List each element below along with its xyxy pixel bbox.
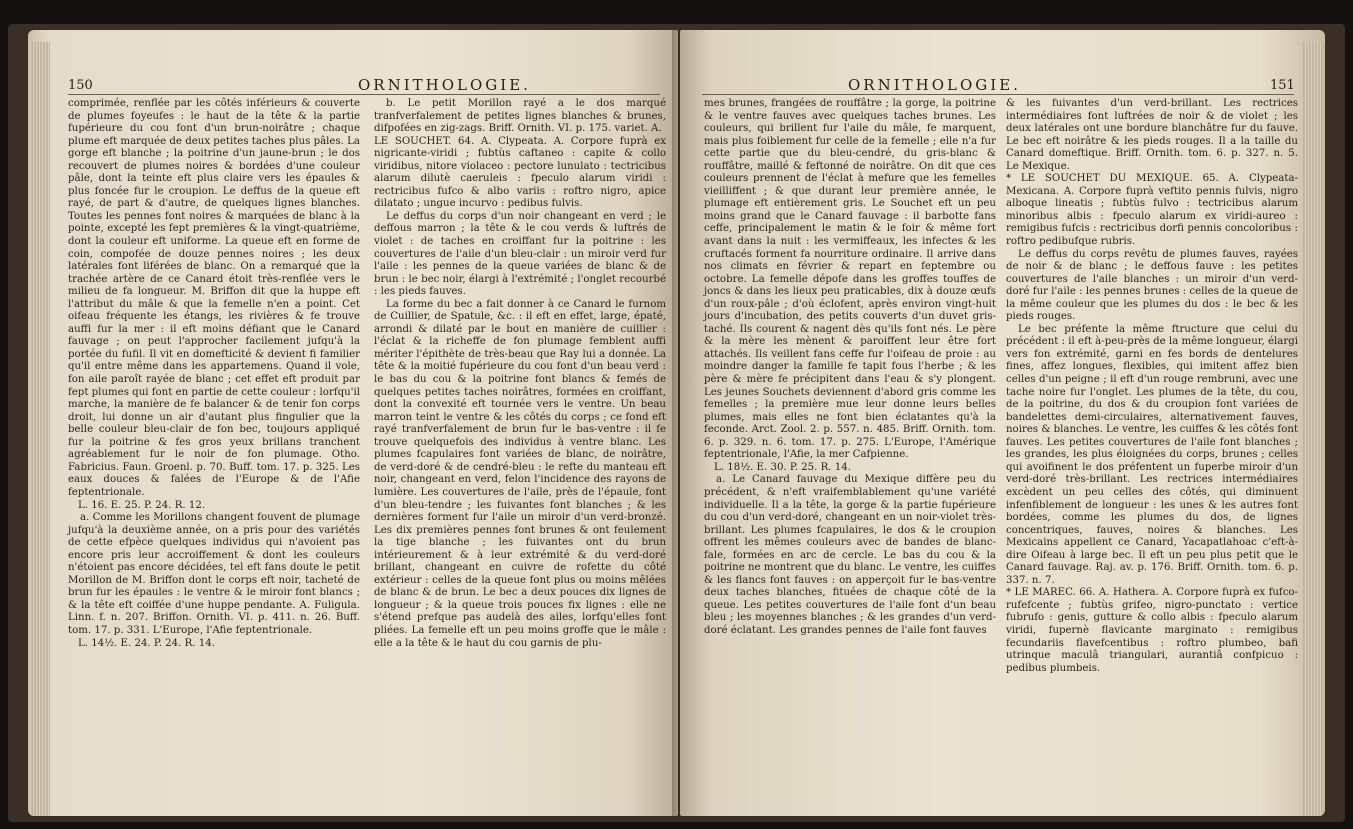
page-number-left: 150 [68,78,93,93]
species-entry: * LE MAREC. 66. A. Hathera. A. Corpore fuprà ex fufco-rufefcente ; fubtùs grifeo, nigro-punctato : vertice fubrufo : genis, gutture & collo albis : fpeculo alarum viridi, fupernè flavicante marginato : remigibus fecundariis flavefcentibus : roftro plumbeo, bafi utrinque maculâ triangulari, aurantiâ confpicuo : pedibus plumbeis. [1006,587,1298,674]
paragraph: La forme du bec a fait donner à ce Canard le furnom de Cuillier, de Spatule, &c. : il eft en effet, large, épaté, arrondi & dilaté par le bout en manière de cuillier : l'éclat & la richeffe de fon plumage femblent auffi mériter l'épithète de très-beau que Ray lui a donnée. La tête & la moitié fupérieure du cou font d'un beau verd : le bas du cou & la poitrine font blancs & femés de quelques petites taches noirâtres, formées en croiffant, dont la convexité eft tournée vers le ventre. Un beau marron teint le ventre & les côtés du corps ; ce fond eft rayé tranfverfalement de brun fur le bas-ventre : il fe trouve quelquefois des individus à ventre blanc. Les plumes fcapulaires font variées de blanc, de noirâtre, de verd-doré & de cendré-bleu : le refte du manteau eft noir, changeant en verd, felon l'incidence des rayons de lumière. Les couvertures de l'aile, près de l'épaule, font d'un bleu-tendre ; les fuivantes font blanches ; & les dernières forment fur l'aile un miroir d'un verd-bronzé. Les dix premières pennes font brunes & ont feulement la tige blanche ; les fuivantes ont du brun intérieurement & à leur extrémité & du verd-doré brillant, changeant en cuivre de rofette du côté extérieur : celles de la queue font plus ou moins mêlées de blanc & de brun. Le bec a deux pouces dix lignes de longueur ; & la queue trois pouces fix lignes : elle ne s'étend prefque pas audelà des ailes, lorfqu'elles font pliées. La femelle eft un peu moins groffe que le mâle : elle a la tête & le haut du cou garnis de plu- [374,298,666,649]
running-header-right: ORNITHOLOGIE. [848,76,1021,94]
measurements: L. 14½. E. 24. P. 24. R. 14. [78,637,215,649]
page-edges-left [30,42,50,816]
paragraph: Le deffus du corps d'un noir changeant en verd ; le deffous marron ; la tête & le cou verds & luftrés de violet : de taches en croiffant fur la poitrine : les couvertures de l'aile d'un bleu-clair : un miroir verd fur l'aile : les pennes de la queue variées de blanc & de brun : le bec noir, élargi à l'extrémité ; l'onglet recourbé : les pieds fauves. [374,210,666,298]
right-column-1 [704,98,996,638]
paragraph: b. Le petit Morillon rayé a le dos marqué tranfverfalement de petites lignes blanches & brunes, difpofées en zig-zags. Briff. Ornith. VI. p. 175. variet. A. [374,98,666,135]
paragraph: & les fuivantes d'un verd-brillant. Les rectrices intermédiaires font luftrées de noir & de violet ; les deux latérales ont une bordure blanchâtre fur du fauve. Le bec eft noirâtre & les pieds rouges. Il a la taille du Canard domeftique. Briff. Ornith. tom. 6. p. 327. n. 5. Le Mexique. [1006,98,1298,172]
right-page [680,30,1325,816]
paragraph: Le deffus du corps revêtu de plumes fauves, rayées de noir & de blanc ; le deffous fauve : les petites couvertures de l'aile blanches : un miroir d'un verd-doré fur l'aile : les pennes brunes : celles de la queue de la même couleur que les plumes du dos : le bec & les pieds rouges. [1006,248,1299,323]
left-page [28,30,678,816]
species-entry: LE SOUCHET. 64. A. Clypeata. A. Corpore fuprà ex nigricante-viridi ; fubtùs caftaneo : capite & collo viridibus, nitore violaceo : pectore lunulato : tectricibus alarum dilutè caeruleis : fpeculo alarum viridi : rectricibus fufco & albo variis : roftro nigro, apice dilatato ; ungue incurvo : pedibus fulvis. [374,135,666,210]
paragraph: comprimée, renflée par les côtés inférieurs & couverte de plumes foyeufes : le haut de la tête & la partie fupérieure du cou font d'un brun-noirâtre ; chaque plume eft marquée de deux petites taches plus pâles. La gorge eft blanche ; la poitrine d'un jaune-brun ; le dos recouvert de plumes noires & bordées d'une couleur pâle, dont la teinte eft plus claire vers les épaules & plus foncée fur le croupion. Le deffus de la queue eft rayé, de part & d'autre, de quelques lignes blanches. Toutes les pennes font noires & marquées de blanc à la pointe, excepté les fept premières & la vingt-quatrième, dont la couleur eft uniforme. La queue eft en forme de coin, compofée de douze pennes noires ; les deux latérales font liférées de blanc. On a remarqué que la trachée artère de ce Canard étoit très-renflée vers le milieu de fa longueur. M. Briffon dit que la huppe eft l'attribut du mâle & que la femelle n'en a point. Cet oifeau fréquente les étangs, les rivières & fe trouve auffi fur la mer : il eft moins défiant que le Canard fauvage ; on peut l'approcher facilement jufqu'à la portée du fufil. Il vit en domefticité & devient fi familier qu'il entre même dans les appartemens. Quand il vole, fon aile paroît rayée de blanc ; cet effet eft produit par fept plumes qui font en partie de cette couleur : lorfqu'il marche, la manière de fe balancer & de tenir fon corps droit, lui donne un air d'autant plus fingulier que la belle couleur bleu-clair de fon bec, toujours appliqué fur la poitrine & fes gros yeux brillans tranchent agréablement fur le noir de fon plumage. Otho. Fabricius. Faun. Groenl. p. 70. Buff. tom. 17. p. 325. Les eaux douces & falées de l'Europe & de l'Afie feptentrionale. [68,98,360,498]
page-edges-right [1303,42,1323,816]
header-rule-left [68,94,660,95]
open-book [8,24,1345,822]
measurements: L. 16. E. 25. P. 24. R. 12. [78,499,206,511]
paragraph: mes brunes, frangées de rouffâtre ; la gorge, la poitrine & le ventre fauves avec quelques taches brunes. Les couleurs, qui brillent fur l'aile du mâle, fe marquent, mais plus foiblement fur celle de la femelle ; elle n'a fur cette partie que du bleu-cendré, du gris-blanc & rouffâtre, maillé & feftonné de noirâtre. On dit que ces couleurs prennent de l'éclat à mefure que les femelles vieilliffent ; & que durant leur première année, le plumage eft entièrement gris. Le Souchet eft un peu moins grand que le Canard fauvage : il barbotte fans ceffe, principalement le matin & le foir & même fort avant dans la nuit : les vermiffeaux, les infectes & les cruftacés forment fa nourriture ordinaire. Il arrive dans nos climats en février & repart en feptembre ou octobre. La femelle dépofe dans les groffes touffes de joncs & dans les lieux peu praticables, dix à douze œufs d'un roux-pâle ; d'où éclofent, après environ vingt-huit jours d'incubation, des petits couverts d'un duvet gris-taché. Ils courent & nagent dès qu'ils font nés. Le père & la mère les mènent & paroiffent leur être fort attachés. Ils veillent fans ceffe fur l'oifeau de proie : au moindre danger la famille fe tapit fous l'herbe ; & les père & mère fe précipitent dans l'eau & s'y plongent. Les jeunes Souchets deviennent d'abord gris comme les femelles ; la première mue leur donne leurs belles plumes, mais elles ne font bien éclatantes qu'à la feconde. Arct. Zool. 2. p. 557. n. 485. Briff. Ornith. tom. 6. p. 329. n. 6. tom. 17. p. 275. L'Europe, l'Amérique feptentrionale, l'Afie, la mer Cafpienne. [704,98,996,461]
paragraph: a. Comme les Morillons changent fouvent de plumage jufqu'à la deuxième année, on a pris pour des variétés de cette efpèce quelques individus qui n'avoient pas encore pris leur accroiffement & dont les couleurs n'étoient pas encore décidées, tel eft fans doute le petit Morillon de M. Briffon dont le corps eft noir, tacheté de brun fur les épaules : le ventre & le miroir font blancs ; & la tête eft coiffée d'une huppe pendante. A. Fuligula. Linn. f. n. 207. Briffon. Ornith. VI. p. 411. n. 26. Buff. tom. 17. p. 331. L'Europe, l'Afie feptentrionale. [68,512,360,636]
running-header-left: ORNITHOLOGIE. [358,76,531,94]
left-column-2 [374,98,666,650]
left-column-1 [68,98,360,650]
page-number-right: 151 [1270,78,1295,93]
species-entry: * LE SOUCHET DU MEXIQUE. 65. A. Clypeata-Mexicana. A. Corpore fuprà veftito pennis fulvis, nigro alboque lineatis ; fubtùs fulvo : tectricibus alarum minoribus albis : fpeculo alarum ex viridi-aureo : remigibus fufcis : rectricibus dorfi pennis concoloribus : roftro pedibufque rubris. [1006,173,1298,248]
paragraph: Le bec préfente la même ftructure que celui du précédent : il eft à-peu-près de la même longueur, élargi vers fon extrémité, garni en fes bords de dentelures fines, affez longues, flexibles, qui imitent affez bien celles d'un peigne ; il eft d'un rouge rembruni, avec une tache noire fur l'onglet. Les plumes de la tête, du cou, de la poitrine, du dos & du croupion font variées de bandelettes demi-circulaires, alternativement fauves, noires & blanches. Le ventre, les cuiffes & les côtés font fauves. Les petites couvertures de l'aile font blanches ; les grandes, les plus éloignées du corps, brunes ; celles qui avoifinent le dos préfentent un fuperbe miroir d'un verd-doré très-brillant. Les rectrices intermédiaires excèdent un peu celles des côtés, qui diminuent infenfiblement de longueur : les unes & les autres font bordées, comme les plumes du dos, de lignes concentriques, fauves, noires & blanches. Les Mexicains appellent ce Canard, Yacapatlahoac c'eft-à-dire Oifeau à large bec. Il eft un peu plus petit que le Canard fauvage. Raj. av. p. 176. Briff. Ornith. tom. 6. p. 337. n. 7. [1006,323,1298,586]
measurements: L. 18½. E. 30. P. 25. R. 14. [714,461,851,473]
header-rule-right [702,94,1294,95]
paragraph: a. Le Canard fauvage du Mexique diffère peu du précédent, & n'eft vraifemblablement qu'une variété individuelle. Il a la tête, la gorge & la partie fupérieure du cou d'un verd-doré, changeant en un noir-violet très-brillant. Les plumes fcapulaires, le dos & le croupion offrent les mêmes couleurs avec de bandes de blanc-fale, formées en arc de cercle. Le bas du cou & la poitrine ne montrent que du blanc. Le ventre, les cuiffes & les flancs font fauves : on apperçoit fur le bas-ventre deux taches blanches, fituées de chaque côté de la queue. Les petites couvertures de l'aile font d'un beau bleu ; les moyennes blanches ; & les grandes d'un verd-doré éclatant. Les grandes pennes de l'aile font fauves [704,474,996,636]
right-column-2 [1006,98,1298,675]
